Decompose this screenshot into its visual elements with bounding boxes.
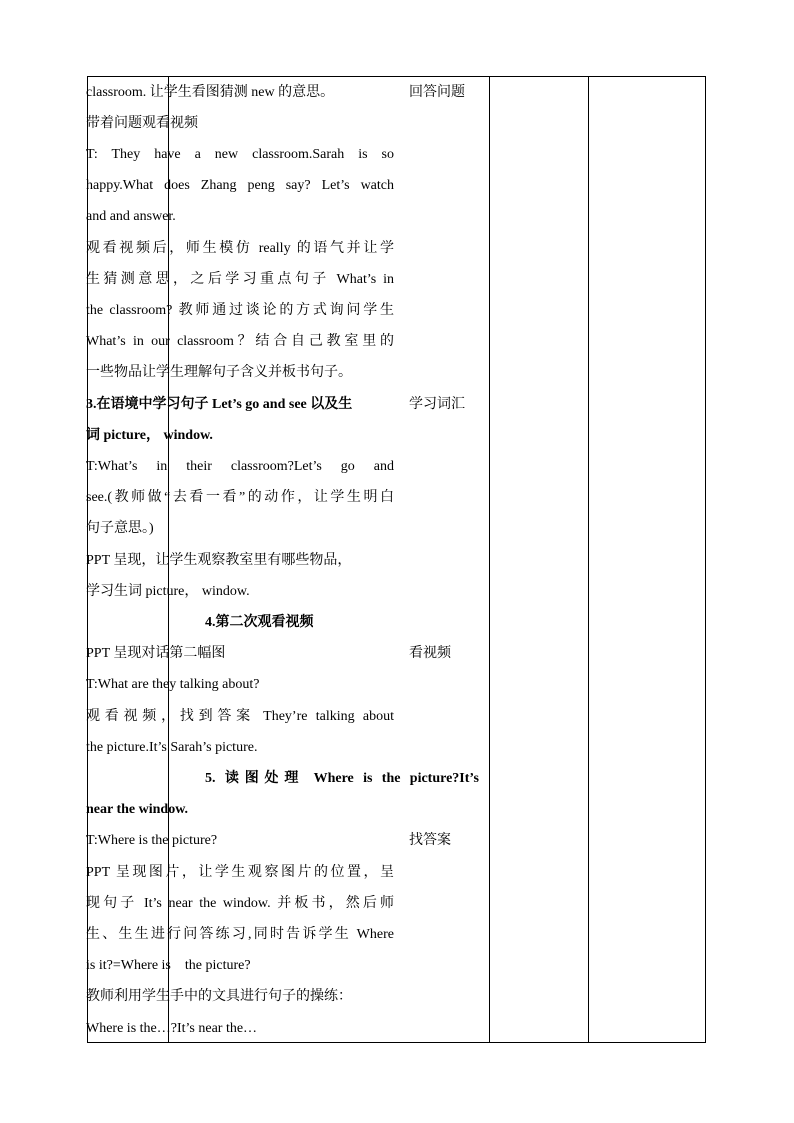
text-line: Where is the…?It’s near the… (86, 1021, 258, 1036)
text-line: 现句子 It’s near the window. 并板书，然后师 (86, 896, 394, 911)
note-answer-questions: 回答问题 (409, 85, 465, 100)
section-heading-3: 3.在语境中学习句子 Let’s go and see 以及生 (86, 397, 353, 412)
text-line: PPT 呈现，让学生观察教室里有哪些物品， (86, 553, 352, 568)
section-heading-4: 4.第二次观看视频 (205, 615, 314, 630)
text-line: T: They have a new classroom.Sarah is so (86, 147, 394, 162)
text-line: and and answer. (86, 209, 176, 224)
text-line: PPT 呈现对话第二幅图 (86, 646, 226, 661)
text-line: see.(教师做“去看一看”的动作，让学生明白 (86, 490, 394, 505)
text-line: 生猜测意思，之后学习重点句子 What’s in (86, 272, 394, 287)
text-line: classroom. 让学生看图猜测 new 的意思。 (86, 85, 335, 100)
column-intent (588, 77, 706, 1043)
text-line: 教师利用学生手中的文具进行句子的操练： (86, 989, 352, 1004)
text-line: is it?=Where is the picture? (86, 958, 251, 973)
text-line: T:What are they talking about? (86, 677, 260, 692)
text-line: near the window. (86, 802, 189, 817)
text-line: 观看视频后，师生模仿 really 的语气并让学 (86, 241, 394, 256)
section-heading-5: 5. 读图处理 Where is the picture?It’s (205, 771, 479, 786)
text-line: 一些物品让学生理解句子含义并板书句子。 (86, 365, 352, 380)
text-line: happy.What does Zhang peng say? Let’s watch (86, 178, 394, 193)
text-line: the picture.It’s Sarah’s picture. (86, 740, 258, 755)
note-learn-vocab: 学习词汇 (409, 397, 465, 412)
note-find-answer: 找答案 (409, 833, 451, 848)
column-student (489, 77, 589, 1043)
text-line: the classroom? 教师通过谈论的方式询问学生 (86, 303, 394, 318)
text-line: What’s in our classroom？结合自己教室里的 (86, 334, 394, 349)
text-line: 生、生生进行问答练习,同时告诉学生 Where (86, 927, 394, 942)
text-line: 学习生词 picture， window. (86, 584, 250, 599)
text-line: PPT 呈现图片，让学生观察图片的位置，呈 (86, 865, 394, 880)
text-line: 词 picture， window. (86, 428, 213, 443)
text-line: T:Where is the picture? (86, 833, 218, 848)
text-line: 观看视频，找到答案 They’re talking about (86, 709, 394, 724)
text-line: 带着问题观看视频 (86, 116, 198, 131)
text-line: 句子意思。) (86, 521, 154, 536)
text-line: T:What’s in their classroom?Let’s go and (86, 459, 394, 474)
note-watch-video: 看视频 (409, 646, 451, 661)
